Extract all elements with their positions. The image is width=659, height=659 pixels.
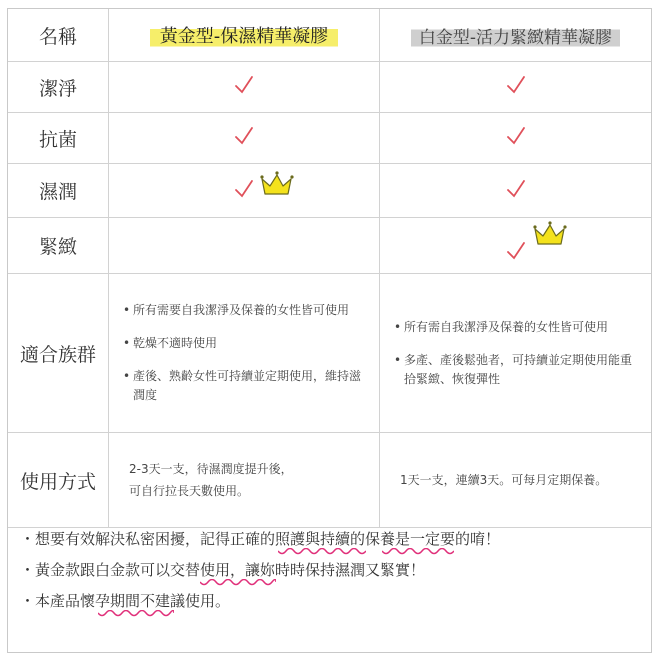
list-item: • 產後、熟齡女性可持續並定期使用，維持滋潤度 (123, 367, 371, 405)
squiggle-underline (98, 610, 174, 618)
comparison-table (8, 9, 651, 528)
platinum-cell (380, 164, 652, 218)
check-mark-icon (233, 74, 255, 96)
platinum-header-cell (380, 9, 652, 62)
gold-cell (109, 113, 380, 164)
platinum-cell (380, 274, 652, 433)
feature-row (8, 218, 651, 274)
row-label: 使用方式 (8, 433, 109, 528)
gold-cell (109, 274, 380, 433)
note-line (20, 586, 639, 617)
check-mark-icon (505, 178, 527, 200)
gold-cell (109, 164, 380, 218)
header-row (8, 9, 651, 62)
note-text: ・黃金款跟白金款可以交替使用，讓妳時時保持濕潤又緊實！ (20, 561, 426, 579)
check-mark-icon (505, 125, 527, 147)
list-item: • 所有需自我潔淨及保養的女性皆可使用 (394, 318, 643, 337)
note-text: ・想要有效解決私密困擾，記得正確的照護與持續的保養是一定要的唷！ (20, 530, 501, 548)
list-item: • 多產、產後鬆弛者，可持續並定期使用能重拾緊緻、恢復彈性 (394, 351, 643, 389)
corner-label: 名稱 (8, 9, 109, 62)
crown-icon (530, 220, 570, 250)
platinum-cell (380, 218, 652, 274)
gold-header-cell (109, 9, 380, 62)
note-text: ・本產品懷孕期間不建議使用。 (20, 592, 231, 610)
feature-row (8, 113, 651, 164)
list-item: • 所有需要自我潔淨及保養的女性皆可使用 (123, 301, 371, 320)
row-label: 緊緻 (8, 218, 109, 274)
gold-cell (109, 218, 380, 274)
note-line (20, 524, 639, 555)
check-mark-icon (505, 74, 527, 96)
gold-product-name: 黃金型-保濕精華凝膠 (150, 20, 339, 50)
row-label: 適合族群 (8, 274, 109, 433)
target-group-row (8, 274, 651, 433)
row-label: 潔淨 (8, 62, 109, 113)
check-mark-icon (233, 178, 255, 200)
platinum-target-list (380, 318, 651, 389)
platinum-product-name: 白金型-活力緊緻精華凝膠 (411, 21, 620, 50)
platinum-cell (380, 62, 652, 113)
notes-section (8, 524, 651, 617)
platinum-cell (380, 113, 652, 164)
gold-target-list (109, 301, 379, 405)
row-label: 濕潤 (8, 164, 109, 218)
note-line (20, 555, 639, 586)
row-label: 抗菌 (8, 113, 109, 164)
gold-usage-line: 2-3天一支，待濕潤度提升後， (129, 462, 293, 476)
check-mark-icon (233, 125, 255, 147)
list-item: • 乾燥不適時使用 (123, 334, 371, 353)
platinum-usage-text: 1天一支，連續3天。可每月定期保養。 (400, 473, 608, 487)
gold-usage-line: 可自行拉長天數使用。 (129, 484, 250, 498)
crown-icon (257, 170, 297, 200)
feature-row (8, 164, 651, 218)
gold-cell (109, 433, 380, 528)
check-mark-icon (505, 240, 527, 262)
usage-row (8, 433, 651, 528)
platinum-cell (380, 433, 652, 528)
feature-row (8, 62, 651, 113)
gold-cell (109, 62, 380, 113)
comparison-card (7, 8, 652, 653)
